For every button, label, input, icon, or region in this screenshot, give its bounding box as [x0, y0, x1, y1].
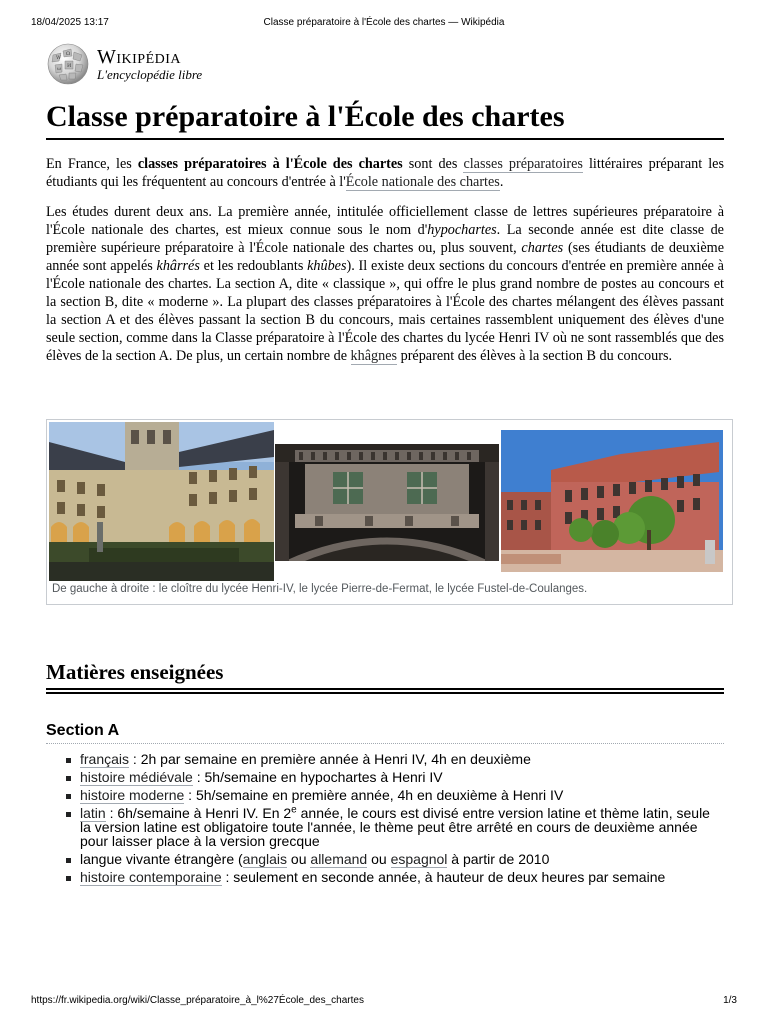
photo-pierre-de-fermat[interactable] [275, 444, 499, 561]
list-item [62, 770, 724, 784]
wikipedia-wordmark [97, 47, 202, 82]
print-datetime: 18/04/2025 13:17 [31, 17, 109, 28]
link-allemand[interactable]: allemand [310, 851, 368, 867]
link-anglais[interactable]: anglais [242, 851, 288, 867]
gallery-caption: De gauche à droite : le cloître du lycée Henri-IV, le lycée Pierre-de-Fermat, le lycée Fustel-de-Coulanges. [52, 583, 588, 595]
list-item [62, 806, 724, 848]
print-page-number: 1/3 [723, 995, 737, 1006]
wordmark-text: Wikipédia [97, 45, 182, 68]
superscript-e: e [291, 804, 297, 816]
tagline-text: L'encyclopédie libre [97, 66, 203, 82]
subject-text: langue vivante étrangère ( [80, 851, 243, 867]
wikipedia-globe-icon [45, 43, 91, 85]
subject-text: à partir de 2010 [447, 851, 550, 867]
term-kharres: khârrés [156, 258, 200, 274]
print-title: Classe préparatoire à l'École des chartes — Wikipédia [263, 17, 505, 28]
link-khagnes[interactable]: khâgnes [350, 348, 398, 364]
list-item [62, 752, 724, 766]
subsection-heading-section-a: Section A [46, 721, 724, 744]
link-histoire-moderne[interactable]: histoire moderne [80, 787, 185, 803]
image-gallery [46, 419, 733, 605]
page-title: Classe préparatoire à l'École des chartes [46, 96, 724, 140]
link-classes-preparatoires[interactable]: classes préparatoires [463, 156, 583, 172]
intro-bold-term: classes préparatoires à l'École des chartes [137, 156, 403, 172]
para2-text-1: Les études durent deux ans. La première année, intitulée officiellement classe de lettres supérieures préparatoire à l'École nationale des chartes, est mieux connue sous le nom d' [46, 204, 724, 238]
subject-text: année, le cours est divisé entre version latine et thème latin, seule la version latine est obligatoire toute l'année, le thème peut être arrêté en cours de deuxième année pour laisser place à la version grecque [80, 805, 710, 849]
studies-paragraph [46, 203, 724, 365]
svg-text:И: И [67, 63, 72, 69]
term-hypochartes: hypochartes [427, 222, 497, 238]
subject-text: : 5h/semaine en première année, 4h en deuxième à Henri IV [184, 787, 564, 803]
svg-text:ω: ω [57, 66, 62, 72]
print-header [31, 17, 737, 28]
intro-text-2: sont des [402, 156, 464, 172]
photo-henri-iv-cloister[interactable] [49, 422, 274, 581]
link-histoire-medievale[interactable]: histoire médiévale [80, 769, 193, 785]
para2-text-3: (ses étudiants de deuxième année sont appelés [46, 240, 724, 274]
intro-text-4: . [499, 174, 504, 190]
svg-text:W: W [56, 55, 62, 61]
para2-text-2: . La seconde année est dite classe de première supérieure préparatoire à l'École nationale des chartes ou, plus souvent, [46, 222, 724, 256]
subject-text: : 5h/semaine en hypochartes à Henri IV [192, 769, 443, 785]
list-item [62, 788, 724, 802]
para2-text-6: préparent des élèves à la section B du concours. [397, 348, 673, 364]
link-espagnol[interactable]: espagnol [390, 851, 448, 867]
link-latin[interactable]: latin [80, 805, 106, 821]
print-footer [31, 995, 737, 1006]
link-histoire-contemporaine[interactable]: histoire contemporaine [80, 869, 222, 885]
section-rule-bottom [46, 692, 724, 694]
section-rule-top [46, 688, 724, 690]
list-item [62, 870, 724, 884]
list-item [62, 852, 724, 866]
link-ecole-nationale-des-chartes[interactable]: École nationale des chartes [345, 174, 500, 190]
term-khubes: khûbes [307, 258, 347, 274]
para2-text-5: ). Il existe deux sections du concours d'entrée en première année à l'École nationale des chartes. La section A, dite « classique », qui offre le plus grand nombre de postes au concours et la section B, dite « moderne ». La plupart des classes préparatoires à l'École des chartes mélangent des élèves passant la section A et des élèves passant la section B du concours, mais certaines rassemblent uniquement des élèves d'une seule section, comme dans la Classe préparatoire à l'École des chartes du lycée Henri IV où ne sont rassemblés que des élèves de la section A. De plus, un certain nombre de [46, 258, 724, 364]
para2-text-4: et les redoublants [199, 258, 308, 274]
section-heading-matieres: Matières enseignées [46, 660, 224, 684]
subject-text: ou [287, 851, 311, 867]
photo-fustel-de-coulanges[interactable] [501, 430, 723, 572]
subject-text: : 2h par semaine en première année à Henri IV, 4h en deuxième [129, 751, 531, 767]
subject-text: : seulement en seconde année, à hauteur de deux heures par semaine [221, 869, 666, 885]
link-francais[interactable]: français [80, 751, 130, 767]
term-chartes: chartes [521, 240, 564, 256]
intro-paragraph [46, 155, 724, 191]
intro-text-1: En France, les [46, 156, 138, 172]
subject-text: ou [367, 851, 391, 867]
subjects-list [62, 752, 724, 888]
print-url: https://fr.wikipedia.org/wiki/Classe_préparatoire_à_l%27École_des_chartes [31, 995, 364, 1006]
intro-text-3: littéraires préparant les étudiants qui les fréquentent au concours d'entrée à l' [46, 156, 724, 190]
svg-text:Ω: Ω [66, 51, 71, 57]
subject-text: : 6h/semaine à Henri IV. En 2 [105, 805, 292, 821]
article-content [46, 96, 724, 365]
wikipedia-logo[interactable] [45, 43, 202, 85]
